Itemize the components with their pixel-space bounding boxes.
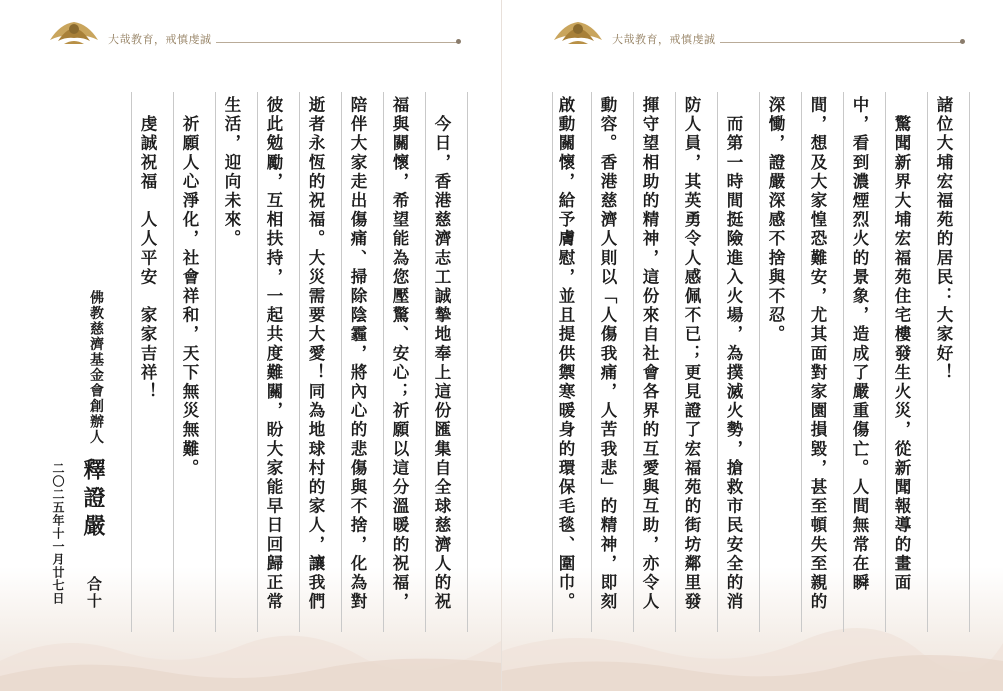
- column-rule: [341, 92, 342, 632]
- column-rule: [591, 92, 592, 632]
- text-column: 祈願人心淨化，社會祥和，天下無災無難。: [180, 96, 199, 478]
- text-column: 生活，迎向未來。: [222, 96, 241, 249]
- header-rule: [216, 42, 460, 43]
- lotus-logo-icon: [46, 14, 102, 48]
- column-rule: [717, 92, 718, 632]
- signature-org: 佛教慈濟基金會創辦人: [88, 290, 104, 445]
- header-motto: 大哉教育，戒慎虔誠: [612, 33, 716, 46]
- text-column: 彼此勉勵，互相扶持，一起共度難關，盼大家能早日回歸正常: [264, 96, 283, 612]
- text-column: 揮守望相助的精神，這份來自社會各界的互愛與互助，亦令人: [640, 96, 659, 612]
- column-rule: [299, 92, 300, 632]
- header-motto: 大哉教育，戒慎虔誠: [108, 33, 212, 46]
- text-column: 驚聞新界大埔宏福苑住宅樓發生火災，從新聞報導的畫面: [892, 96, 911, 593]
- text-column: 福與關懷，希望能為您壓驚、安心；祈願以這分溫暖的祝福，: [390, 96, 409, 612]
- signature-closing: 合十: [85, 576, 103, 610]
- column-rule: [383, 92, 384, 632]
- text-column: 今日，香港慈濟志工誠摯地奉上這份匯集自全球慈濟人的祝: [432, 96, 451, 612]
- text-column: 深慟，證嚴深感不捨與不忍。: [766, 96, 785, 345]
- column-rule: [467, 92, 468, 632]
- column-rule: [801, 92, 802, 632]
- text-column: 動容。香港慈濟人則以「人傷我痛，人苦我悲」的精神，即刻: [598, 96, 617, 612]
- column-rule: [633, 92, 634, 632]
- text-column: 間，想及大家惶恐難安，尤其面對家園損毀，甚至頓失至親的: [808, 96, 827, 612]
- page-header: [550, 14, 970, 50]
- page-header: [46, 14, 466, 50]
- text-column: 虔誠祝福 人人平安 家家吉祥！: [138, 96, 157, 402]
- text-column: 啟動關懷，給予膚慰，並且提供禦寒暖身的環保毛毯、圍巾。: [556, 96, 575, 612]
- header-dot: [960, 39, 965, 44]
- column-rule: [552, 92, 553, 632]
- column-rule: [215, 92, 216, 632]
- text-column: 逝者永恆的祝福。大災需要大愛！同為地球村的家人，讓我們: [306, 96, 325, 612]
- signature-date: 二〇二五年十一月廿七日: [51, 462, 65, 605]
- column-rule: [131, 92, 132, 632]
- column-rule: [885, 92, 886, 632]
- text-column: 而第一時間挺險進入火場，為撲滅火勢，搶救市民安全的消: [724, 96, 743, 612]
- column-rule: [425, 92, 426, 632]
- header-dot: [456, 39, 461, 44]
- right-page: [502, 0, 1003, 691]
- left-page: [0, 0, 501, 691]
- text-column: 陪伴大家走出傷痛、掃除陰霾，將內心的悲傷與不捨，化為對: [348, 96, 367, 612]
- signature-name: 釋證嚴: [80, 458, 106, 542]
- column-rule: [969, 92, 970, 632]
- column-rule: [173, 92, 174, 632]
- header-rule: [720, 42, 964, 43]
- text-column: 諸位大埔宏福苑的居民：大家好！: [934, 96, 953, 383]
- column-rule: [843, 92, 844, 632]
- column-rule: [927, 92, 928, 632]
- column-rule: [257, 92, 258, 632]
- lotus-logo-icon: [550, 14, 606, 48]
- column-rule: [759, 92, 760, 632]
- text-column: 中，看到濃煙烈火的景象，造成了嚴重傷亡。人間無常在瞬: [850, 96, 869, 593]
- text-column: 防人員，其英勇令人感佩不已；更見證了宏福苑的街坊鄰里發: [682, 96, 701, 612]
- column-rule: [675, 92, 676, 632]
